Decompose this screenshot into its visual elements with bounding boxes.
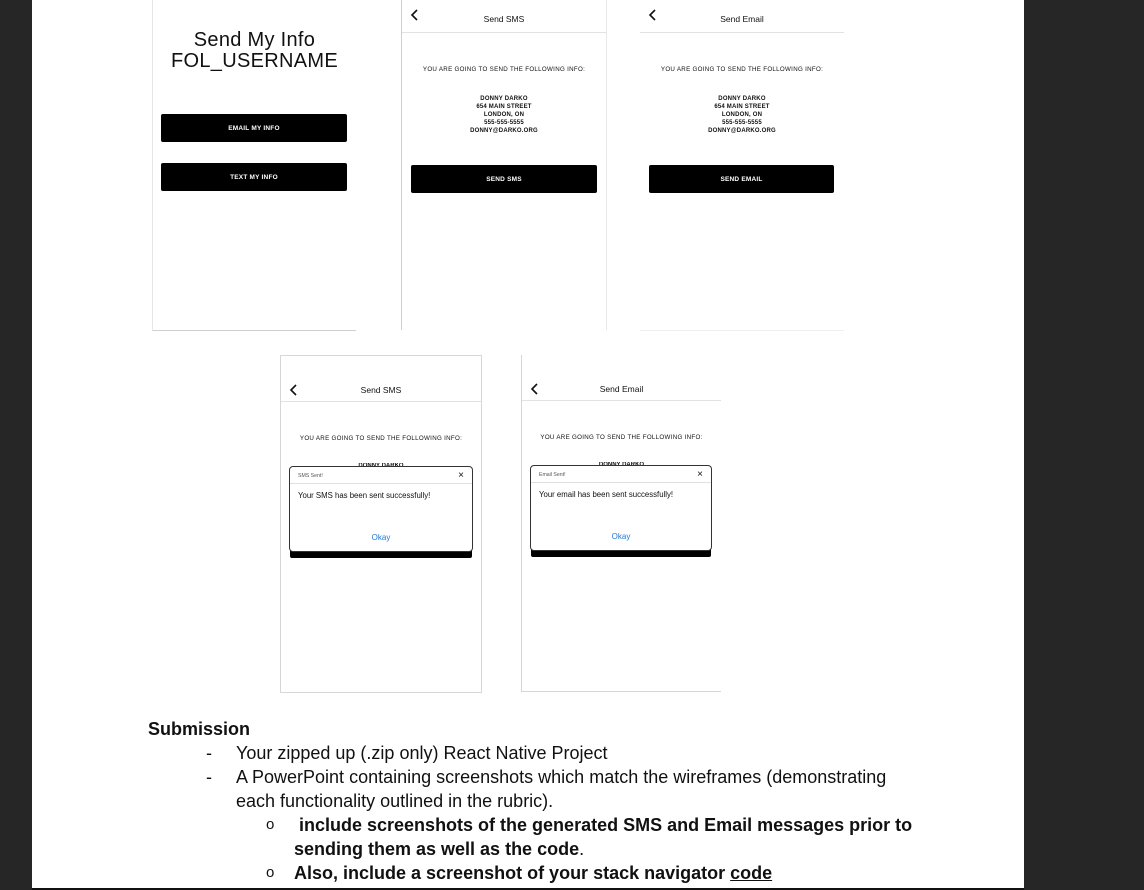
email-my-info-button[interactable]: EMAIL MY INFO	[161, 114, 347, 142]
info-block	[640, 95, 844, 135]
subitem-2-text: Also, include a screenshot of your stack navigator	[294, 863, 731, 883]
info-name: DONNY DARKO	[718, 96, 766, 102]
header-title: Send Email	[599, 384, 644, 394]
info-city: LONDON, ON	[483, 112, 525, 118]
right-margin	[1024, 0, 1144, 890]
send-sms-button[interactable]: SEND SMS	[411, 165, 597, 193]
modal-message: Your SMS has been sent successfully!	[298, 491, 431, 500]
submission-subitem-1-line2	[294, 837, 584, 861]
bullet-dash: -	[206, 743, 212, 763]
wireframe-email-sent	[521, 355, 721, 692]
header-title: Send SMS	[483, 14, 525, 24]
left-margin	[0, 0, 32, 890]
subitem-1-bold-text: sending them as well as the code	[294, 839, 580, 859]
wireframe-home	[152, 0, 356, 331]
subitem-2-code-link[interactable]: code	[730, 863, 773, 883]
info-name: DONNY DARKO	[480, 96, 528, 102]
home-title	[153, 30, 356, 72]
info-phone: 555-555-5555	[484, 120, 524, 126]
modal-divider	[290, 483, 472, 484]
header	[640, 0, 844, 33]
text-my-info-button[interactable]: TEXT MY INFO	[161, 163, 347, 191]
info-street: 654 MAIN STREET	[476, 104, 532, 110]
submission-subitem-1-line1: include screenshots of the generated SMS and Email messages prior to	[294, 815, 913, 835]
header-title: Send Email	[720, 14, 764, 24]
modal-message: Your email has been sent successfully!	[539, 490, 674, 499]
okay-button[interactable]: Okay	[611, 532, 631, 541]
header	[522, 355, 721, 401]
info-block	[402, 95, 606, 135]
submission-item-2-line1: A PowerPoint containing screenshots which match the wireframes (demonstrating	[236, 767, 887, 787]
modal-title: Email Sent!	[539, 472, 566, 478]
bullet-circle: o	[266, 816, 275, 833]
send-email-button[interactable]: SEND EMAIL	[649, 165, 834, 193]
header	[281, 356, 481, 402]
home-title-line1: Send My Info	[193, 29, 316, 51]
info-street: 654 MAIN STREET	[714, 104, 770, 110]
info-city: LONDON, ON	[721, 112, 763, 118]
header	[402, 0, 606, 33]
submission-item-2-line2: each functionality outlined in the rubric).	[236, 791, 554, 811]
email-sent-modal	[530, 465, 712, 551]
wireframe-send-email	[640, 0, 844, 331]
bullet-circle: o	[266, 864, 275, 881]
going-to-send-text: YOU ARE GOING TO SEND THE FOLLOWING INFO:	[540, 434, 703, 441]
going-to-send-text: YOU ARE GOING TO SEND THE FOLLOWING INFO:	[660, 66, 824, 73]
wireframe-sms-sent	[280, 355, 482, 693]
wireframe-send-sms	[401, 0, 607, 330]
close-icon[interactable]: ×	[458, 470, 464, 481]
okay-button[interactable]: Okay	[371, 533, 391, 542]
modal-title: SMS Sent!	[298, 473, 323, 479]
home-title-line2: FOL_USERNAME	[171, 50, 338, 72]
info-phone: 555-555-5555	[722, 120, 762, 126]
submission-subitem-2	[294, 861, 772, 885]
info-email: DONNY@DARKO.ORG	[708, 128, 776, 134]
modal-divider	[531, 482, 711, 483]
bullet-dash: -	[206, 767, 212, 787]
header-title: Send SMS	[360, 385, 402, 395]
info-email: DONNY@DARKO.ORG	[470, 128, 538, 134]
going-to-send-text: YOU ARE GOING TO SEND THE FOLLOWING INFO:	[299, 435, 463, 442]
submission-heading: Submission	[148, 719, 251, 739]
submission-item-1: Your zipped up (.zip only) React Native Project	[236, 743, 608, 763]
going-to-send-text: YOU ARE GOING TO SEND THE FOLLOWING INFO:	[422, 66, 586, 73]
subitem-1-period: .	[579, 839, 585, 859]
close-icon[interactable]: ×	[697, 469, 703, 480]
sms-sent-modal	[289, 466, 473, 552]
